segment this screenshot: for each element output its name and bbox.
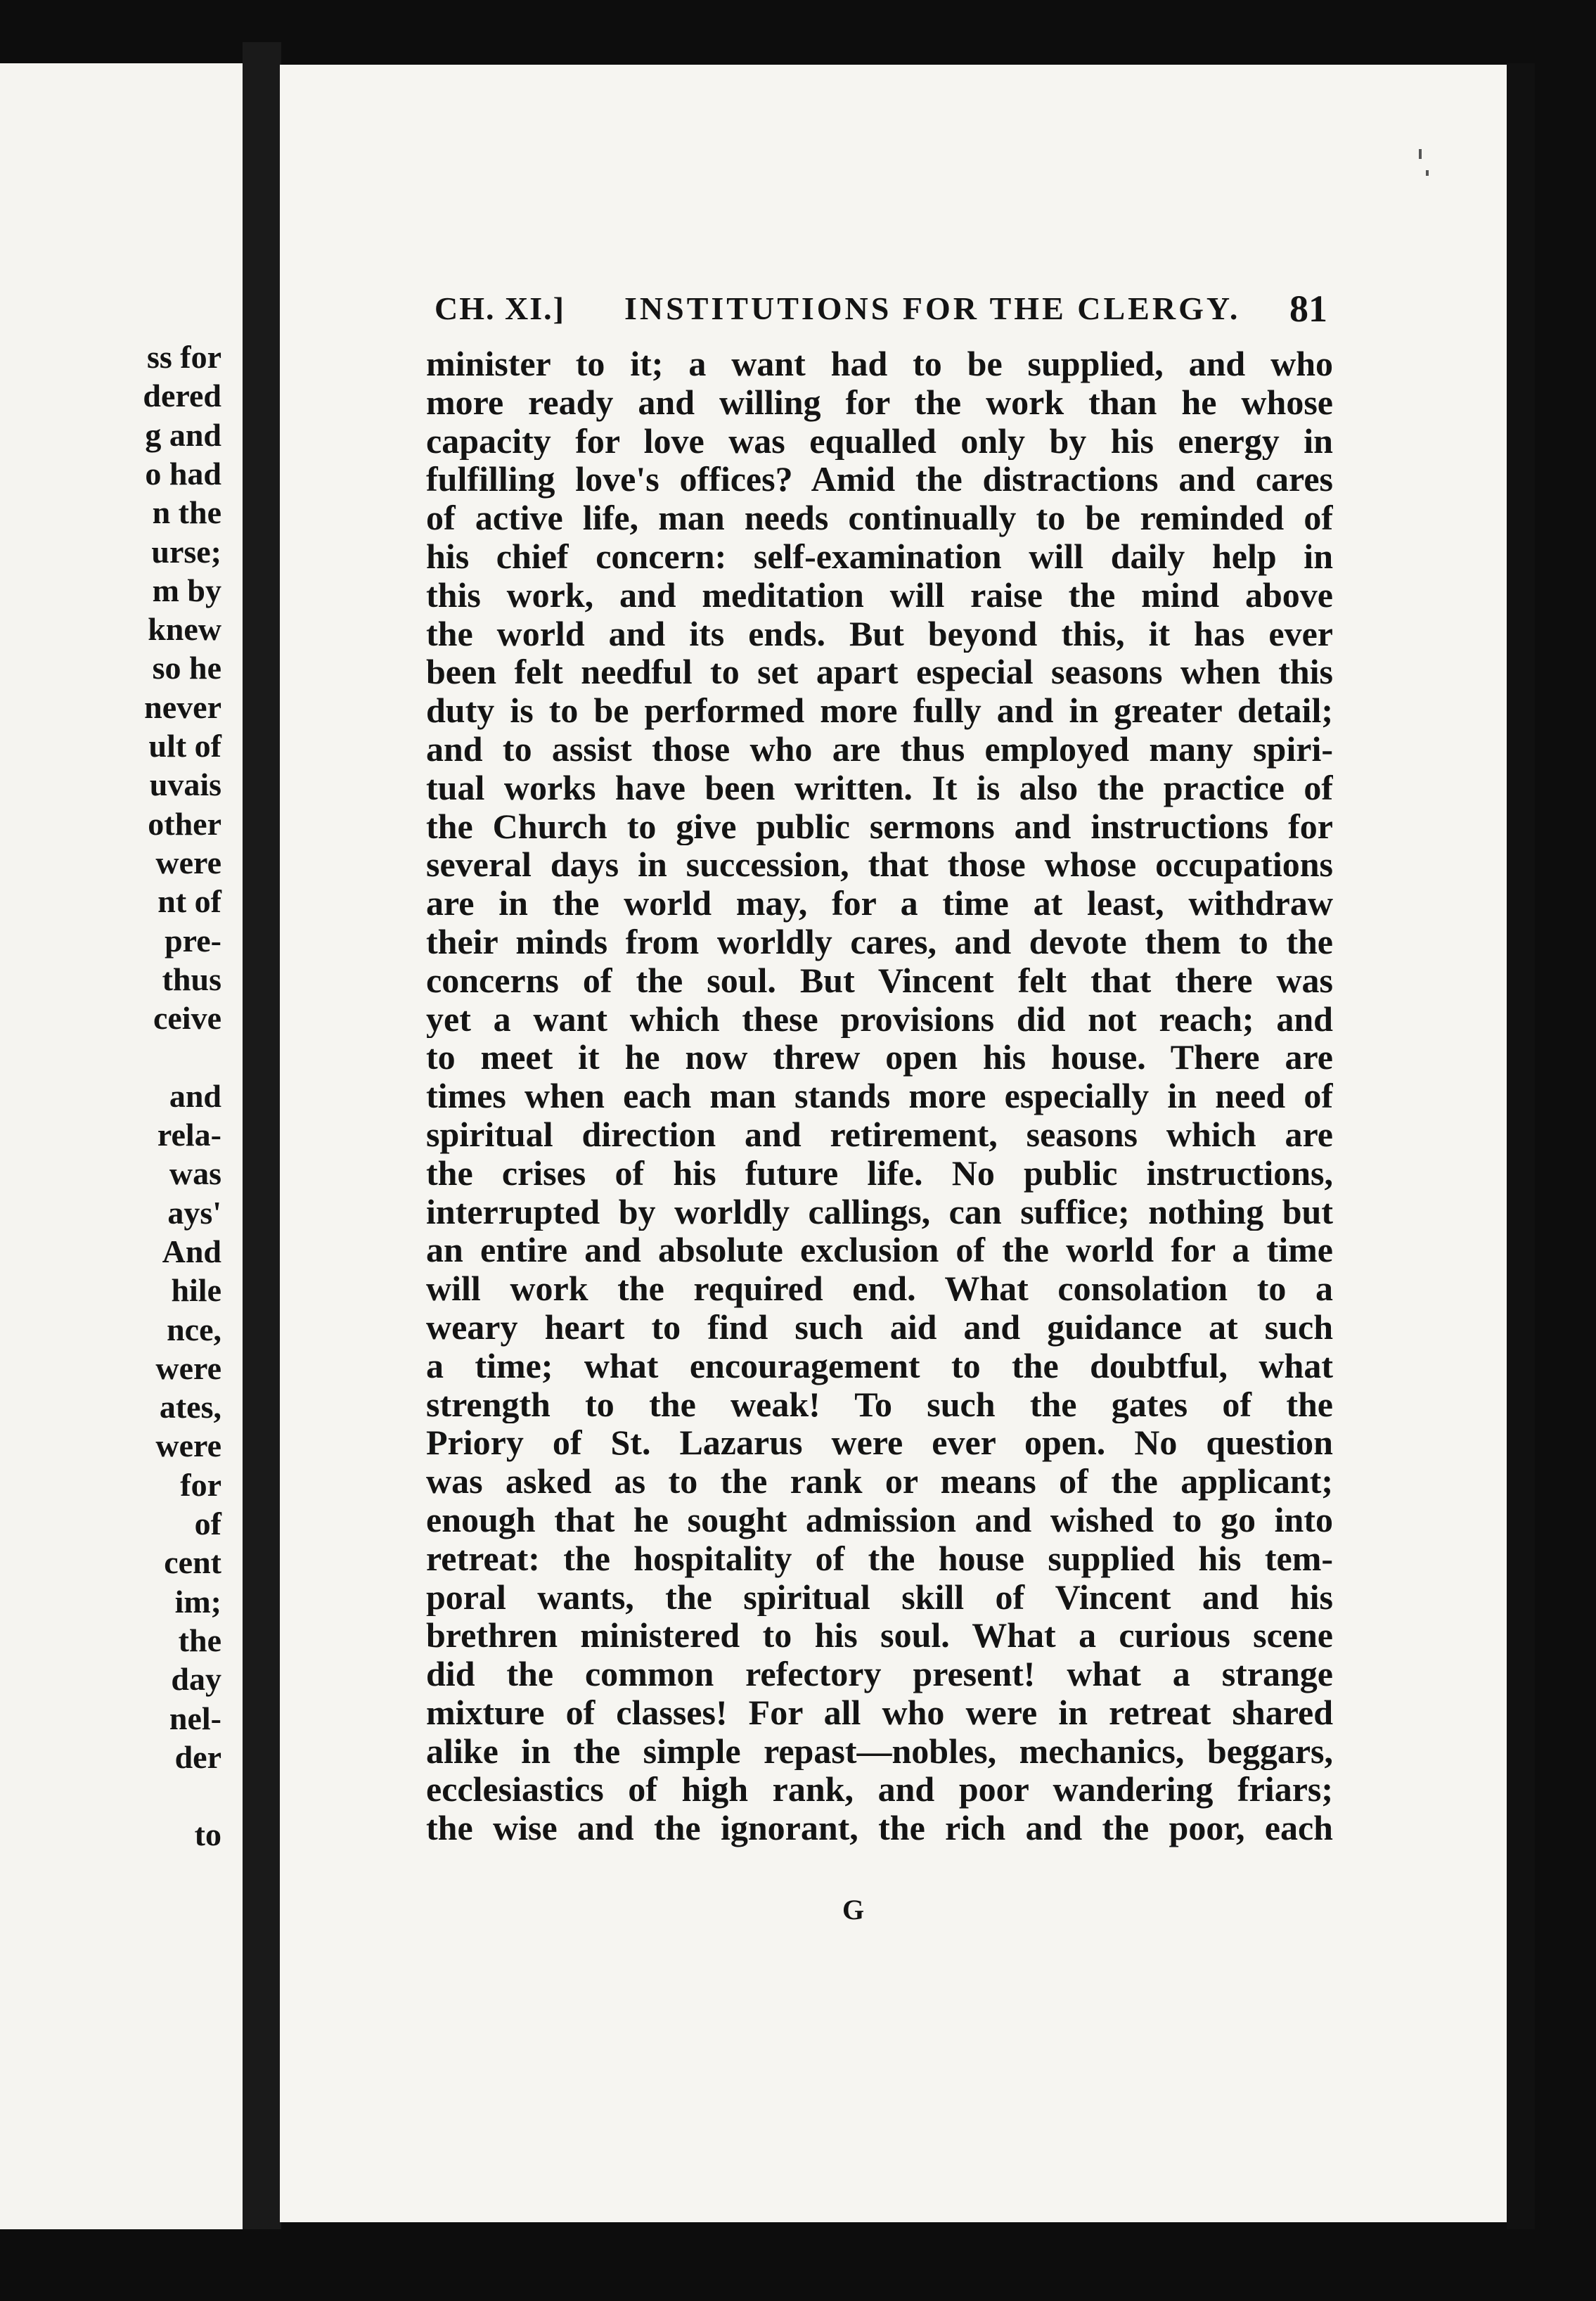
left-page-line-fragment: im; xyxy=(174,1583,221,1620)
text-line: mixture of classes! For all who were in retreat shared xyxy=(426,1693,1333,1732)
text-line: the world and its ends. But beyond this, it has ever xyxy=(426,614,1333,653)
left-page-line-fragment: der xyxy=(174,1738,221,1775)
left-page-line-fragment: to xyxy=(194,1816,221,1853)
right-page xyxy=(280,65,1507,2222)
text-line: an entire and absolute exclusion of the world for a time xyxy=(426,1231,1333,1270)
text-line: been felt needful to set apart especial seasons when this xyxy=(426,653,1333,692)
text-line: did the common refectory present! what a strange xyxy=(426,1655,1333,1693)
book-gutter xyxy=(243,42,281,2229)
left-page-line-fragment: for xyxy=(180,1466,221,1503)
left-page-line-fragment: was xyxy=(169,1155,221,1192)
left-page-line-fragment: and xyxy=(169,1077,221,1114)
left-page-line-fragment: ss for xyxy=(146,339,221,375)
text-line: a time; what encouragement to the doubtful, what xyxy=(426,1346,1333,1385)
left-page-line-fragment: ult of xyxy=(148,728,221,764)
text-line: capacity for love was equalled only by his energy in xyxy=(426,421,1333,461)
left-page-line-fragment: rela- xyxy=(157,1117,221,1153)
text-line: strength to the weak! To such the gates of the xyxy=(426,1385,1333,1424)
left-page-line-fragment: nel- xyxy=(169,1700,221,1736)
text-line: alike in the simple repast—nobles, mechanics, beggars, xyxy=(426,1731,1333,1771)
left-page-line-fragment: pre- xyxy=(165,922,221,959)
text-line: will work the required end. What consolation to a xyxy=(426,1269,1333,1308)
left-page-line-fragment: were xyxy=(155,1350,221,1386)
paper-speck xyxy=(1426,170,1429,176)
left-page-line-fragment: urse; xyxy=(151,533,221,570)
text-line: more ready and willing for the work than he whose xyxy=(426,383,1333,422)
text-line: and to assist those who are thus employed many spiri- xyxy=(426,729,1333,769)
signature-mark: G xyxy=(842,1894,865,1925)
text-line: tual works have been written. It is also the practice of xyxy=(426,768,1333,807)
left-page-line-fragment: never xyxy=(144,688,221,725)
left-page-line-fragment: so he xyxy=(152,650,221,686)
text-line: to meet it he now threw open his house. There are xyxy=(426,1038,1333,1077)
running-header xyxy=(435,290,1327,339)
text-line: ecclesiastics of high rank, and poor wandering friars; xyxy=(426,1770,1333,1809)
left-page-line-fragment: hile xyxy=(171,1272,221,1309)
left-page-line-fragment: dered xyxy=(143,378,221,414)
text-line: are in the world may, for a time at least, withdraw xyxy=(426,884,1333,923)
left-page-line-fragment: And xyxy=(162,1233,221,1269)
text-line: brethren ministered to his soul. What a curious scene xyxy=(426,1616,1333,1655)
text-line: of active life, man needs continually to be reminded of xyxy=(426,499,1333,537)
text-line: weary heart to find such aid and guidance at such xyxy=(426,1307,1333,1347)
left-page-line-fragment: g and xyxy=(145,416,221,453)
left-page-line-fragment: were xyxy=(155,844,221,880)
left-page-line-fragment: the xyxy=(178,1622,221,1658)
left-page-line-fragment: nt of xyxy=(157,883,221,920)
text-line: minister to it; a want had to be supplied, and who xyxy=(426,345,1333,383)
left-page-line-fragment: n the xyxy=(152,494,221,531)
text-line: the Church to give public sermons and instructions for xyxy=(426,807,1333,846)
text-line: duty is to be performed more fully and in greater detail; xyxy=(426,691,1333,730)
text-line: times when each man stands more especially in need of xyxy=(426,1077,1333,1115)
left-page-line-fragment: ceive xyxy=(153,1000,221,1037)
text-line: this work, and meditation will raise the mind above xyxy=(426,575,1333,615)
chapter-label: CH. XI.] xyxy=(435,290,565,326)
text-line: spiritual direction and retirement, seasons which are xyxy=(426,1115,1333,1154)
text-line: was asked as to the rank or means of the applicant; xyxy=(426,1462,1333,1501)
left-page-fragment xyxy=(0,63,243,2229)
left-page-line-fragment: were xyxy=(155,1428,221,1464)
text-line: fulfilling love's offices? Amid the distractions and cares xyxy=(426,460,1333,499)
left-page-line-fragment: day xyxy=(171,1661,221,1698)
left-page-line-fragment: of xyxy=(194,1506,221,1542)
text-line: the crises of his future life. No public instructions, xyxy=(426,1153,1333,1193)
left-page-line-fragment: nce, xyxy=(167,1311,221,1347)
left-page-line-fragment: knew xyxy=(148,611,221,648)
text-line: their minds from worldly cares, and devote them to the xyxy=(426,922,1333,961)
body-text xyxy=(426,345,1333,1847)
text-line: interrupted by worldly callings, can suffice; nothing but xyxy=(426,1192,1333,1231)
left-page-line-fragment: o had xyxy=(145,455,221,492)
left-page-line-fragment: uvais xyxy=(149,767,221,803)
left-page-line-fragment: ates, xyxy=(159,1389,221,1425)
text-line: yet a want which these provisions did not reach; and xyxy=(426,999,1333,1039)
page-number: 81 xyxy=(1289,288,1327,330)
page-edge-shadow xyxy=(1507,63,1535,2229)
text-line: Priory of St. Lazarus were ever open. No question xyxy=(426,1423,1333,1463)
text-line: his chief concern: self-examination will daily help in xyxy=(426,537,1333,576)
left-page-line-fragment: cent xyxy=(164,1544,221,1581)
running-title: INSTITUTIONS FOR THE CLERGY. xyxy=(624,290,1241,326)
text-line: the wise and the ignorant, the rich and the poor, each xyxy=(426,1809,1333,1848)
text-line: several days in succession, that those whose occupations xyxy=(426,845,1333,885)
text-line: retreat: the hospitality of the house supplied his tem- xyxy=(426,1539,1333,1578)
left-page-line-fragment: other xyxy=(148,805,221,842)
paper-speck xyxy=(1419,149,1422,159)
text-line: enough that he sought admission and wished to go into xyxy=(426,1500,1333,1539)
text-line: poral wants, the spiritual skill of Vincent and his xyxy=(426,1577,1333,1617)
left-page-line-fragment: m by xyxy=(152,572,221,608)
left-page-line-fragment: thus xyxy=(162,961,221,997)
text-line: concerns of the soul. But Vincent felt that there was xyxy=(426,961,1333,1000)
left-page-line-fragment: ays' xyxy=(167,1194,221,1231)
